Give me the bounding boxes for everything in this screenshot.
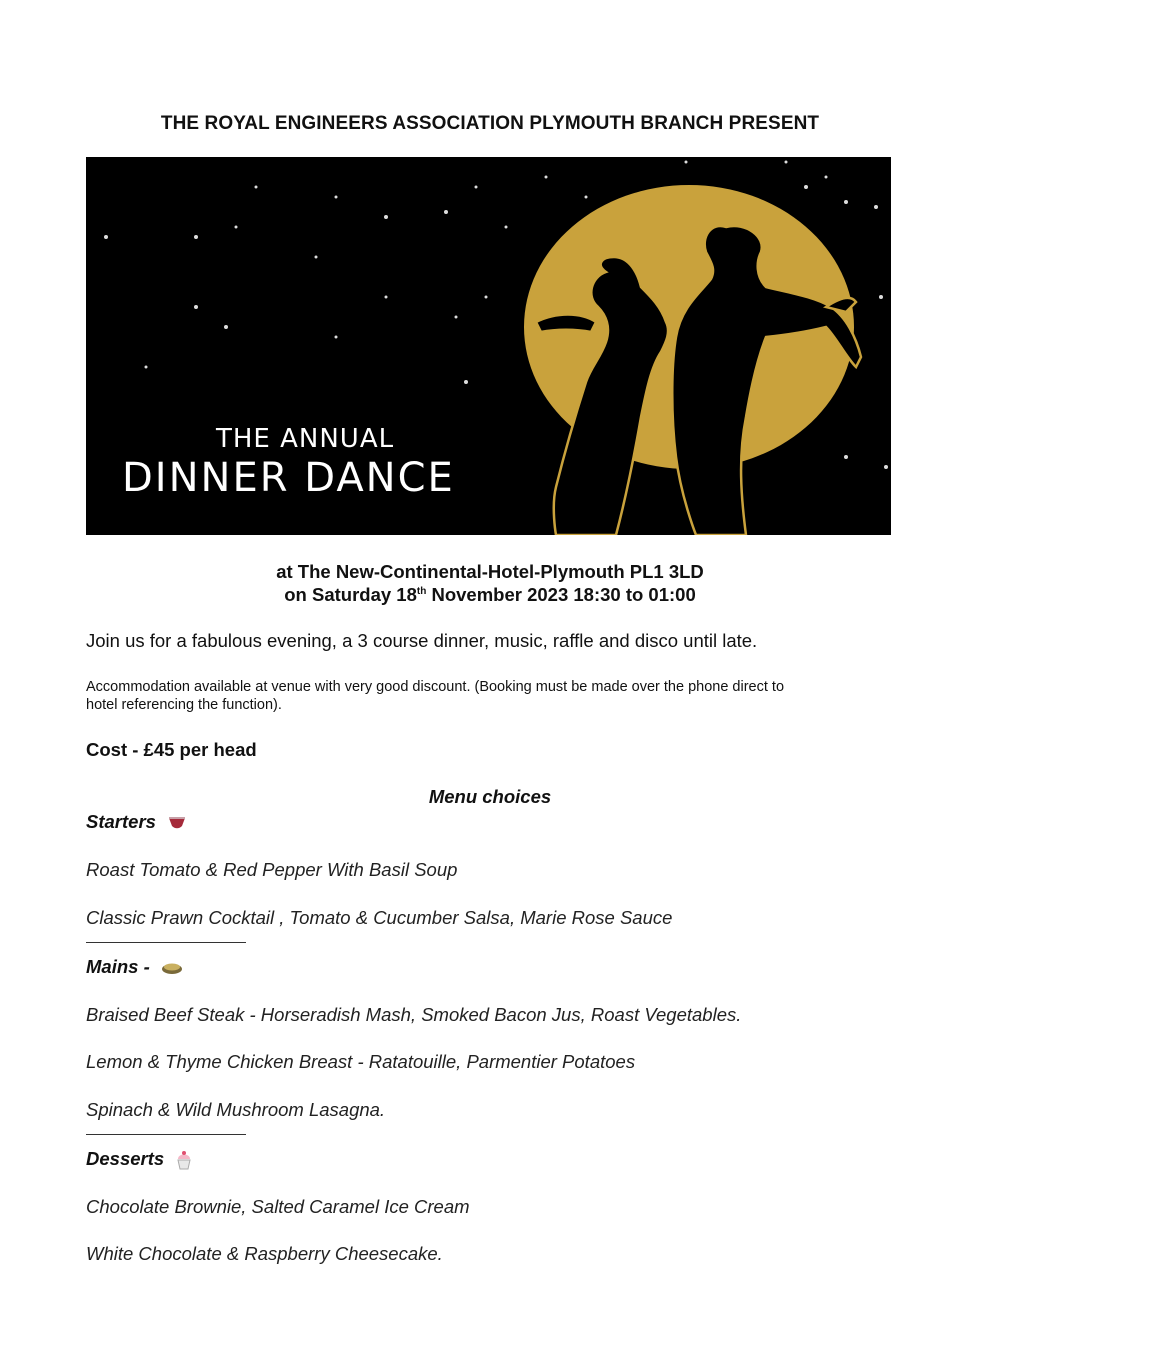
section-divider	[86, 1134, 246, 1135]
banner-title-large: DINNER DANCE	[122, 455, 455, 501]
starters-heading	[86, 811, 187, 833]
starter-item-2: Classic Prawn Cocktail , Tomato & Cucumber Salsa, Marie Rose Sauce	[86, 907, 673, 928]
venue-details	[0, 560, 980, 606]
venue-location: at The New-Continental-Hotel-Plymouth PL1 3LD	[276, 561, 704, 582]
event-banner	[86, 157, 891, 535]
menu-title: Menu choices	[428, 786, 552, 807]
main-item-3: Spinach & Wild Mushroom Lasagna.	[86, 1099, 386, 1120]
dessert-item-1: Chocolate Brownie, Salted Caramel Ice Cream	[86, 1196, 470, 1217]
mains-heading-text: Mains -	[86, 956, 150, 977]
venue-datetime	[0, 583, 980, 606]
accommodation-line-1: Accommodation available at venue with very good discount. (Booking must be made over the phone direct to	[86, 679, 785, 695]
wine-glass-icon	[167, 815, 187, 831]
starter-item-1: Roast Tomato & Red Pepper With Basil Soup	[86, 859, 458, 880]
starters-heading-text: Starters	[86, 811, 156, 832]
intro-text: Join us for a fabulous evening, a 3 course dinner, music, raffle and disco until late.	[86, 630, 758, 651]
mains-heading	[86, 956, 183, 978]
accommodation-note	[86, 678, 906, 714]
banner-title-small: THE ANNUAL	[216, 424, 395, 454]
date-suffix: th	[416, 585, 427, 597]
date-prefix: on Saturday 18	[284, 584, 417, 605]
event-presenter-title: THE ROYAL ENGINEERS ASSOCIATION PLYMOUTH BRANCH PRESENT	[160, 113, 820, 134]
plate-icon	[161, 961, 183, 975]
dessert-item-2: White Chocolate & Raspberry Cheesecake.	[86, 1243, 443, 1264]
section-divider	[86, 942, 246, 943]
accommodation-line-2: hotel referencing the function).	[86, 697, 282, 713]
desserts-heading	[86, 1148, 193, 1171]
date-rest: November 2023 18:30 to 01:00	[426, 584, 696, 605]
banner-artwork	[86, 157, 891, 535]
desserts-heading-text: Desserts	[86, 1148, 165, 1169]
ticket-cost: Cost - £45 per head	[86, 739, 257, 760]
cupcake-icon	[175, 1149, 193, 1171]
main-item-2: Lemon & Thyme Chicken Breast - Ratatouille, Parmentier Potatoes	[86, 1051, 636, 1072]
main-item-1: Braised Beef Steak - Horseradish Mash, Smoked Bacon Jus, Roast Vegetables.	[86, 1004, 742, 1025]
